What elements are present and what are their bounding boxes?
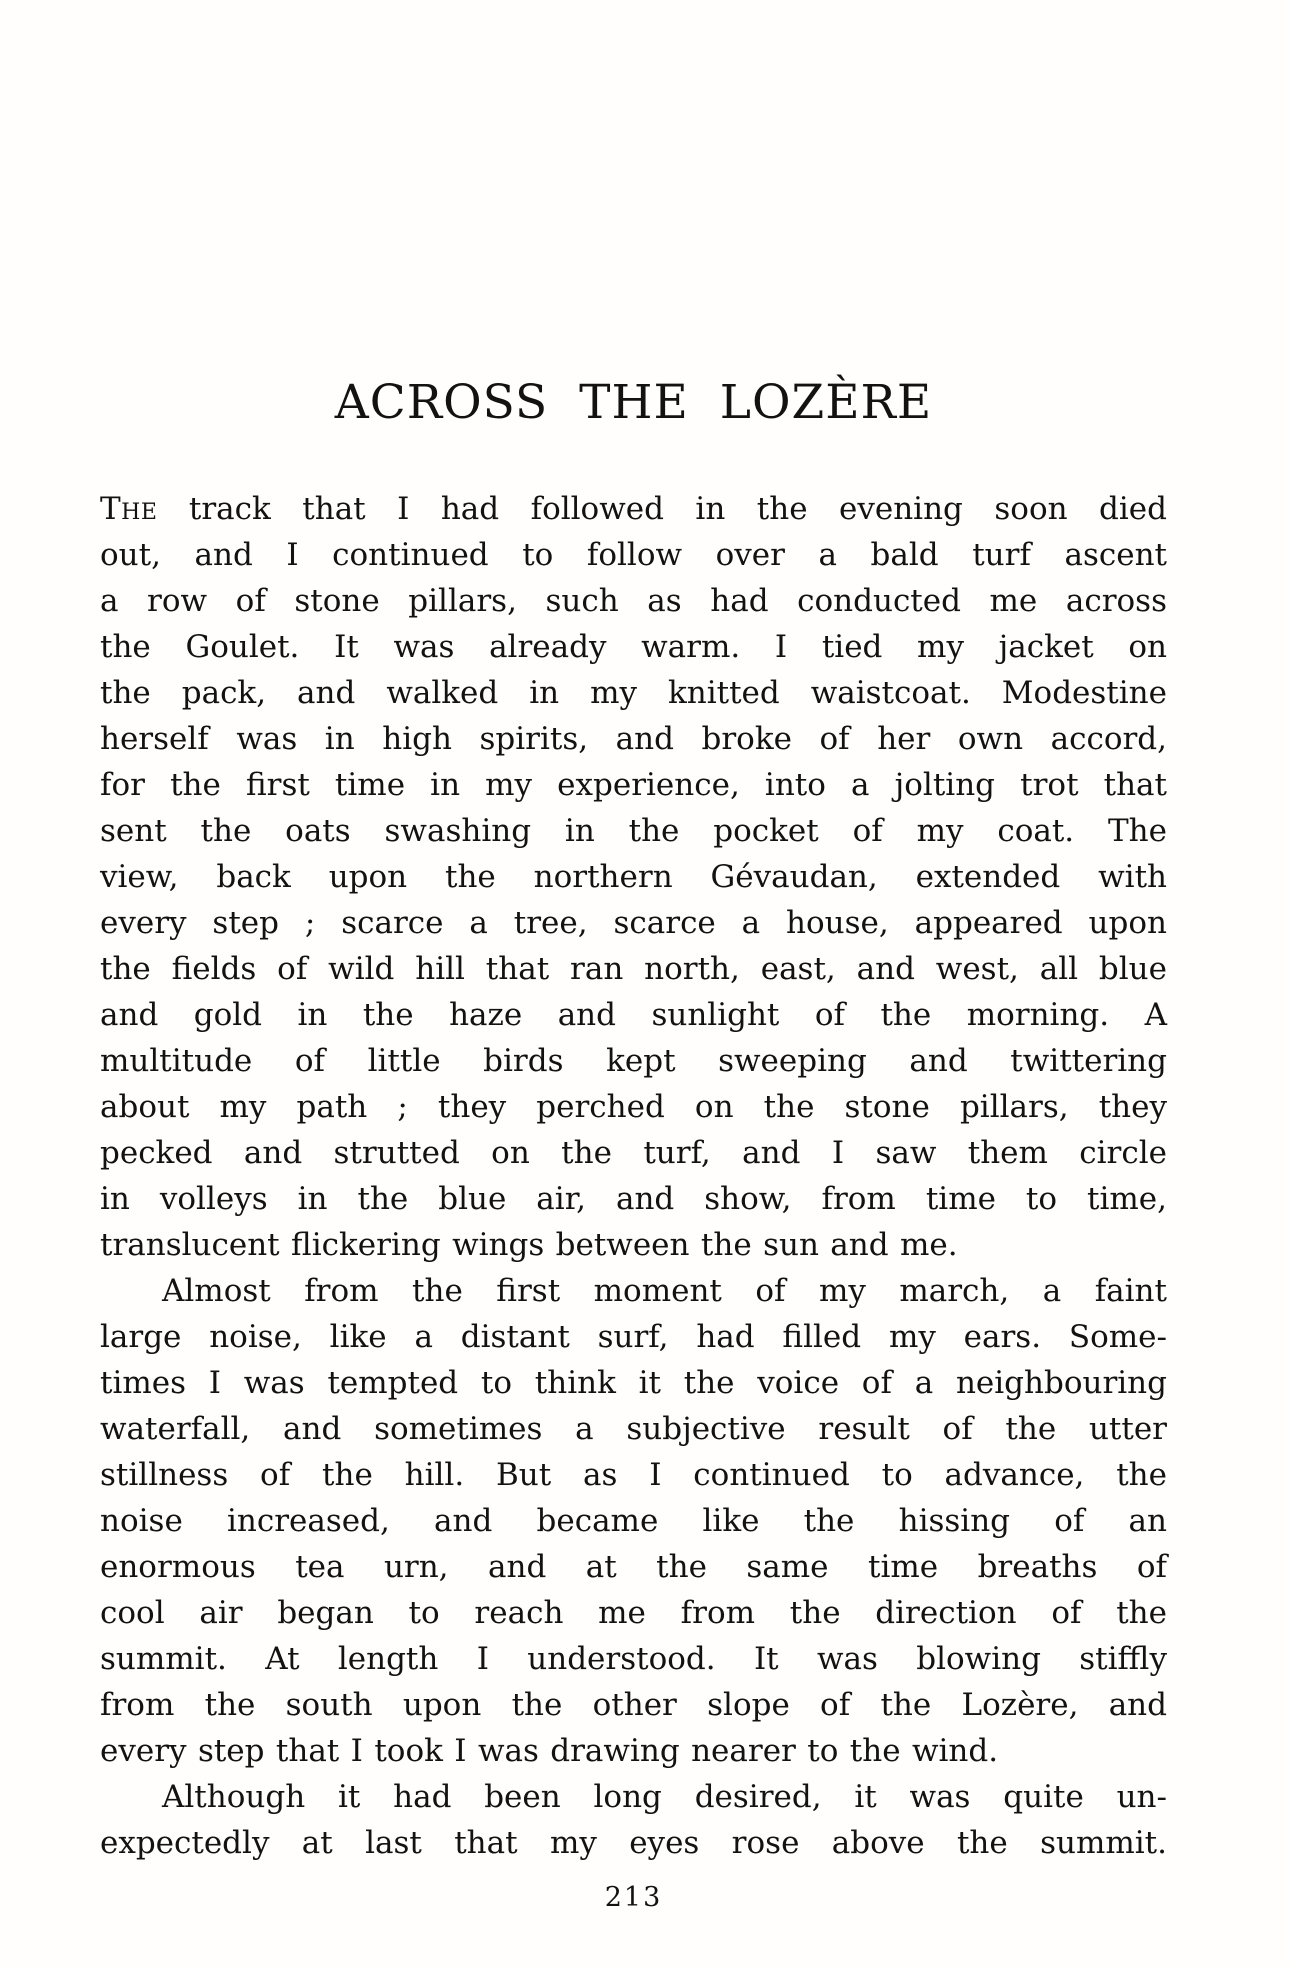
paragraph-2 bbox=[100, 1268, 1167, 1774]
text-line: multitude of little birds kept sweeping and twittering bbox=[100, 1043, 1167, 1079]
text-line: stillness of the hill. But as I continued to advance, the bbox=[100, 1457, 1167, 1493]
text-line: times I was tempted to think it the voice of a neighbouring bbox=[100, 1365, 1167, 1401]
chapter-title: ACROSS THE LOZÈRE bbox=[334, 375, 933, 430]
text-line: every step ; scarce a tree, scarce a house, appeared upon bbox=[100, 905, 1167, 941]
text-line: cool air began to reach me from the direction of the bbox=[100, 1595, 1167, 1631]
text-line: pecked and strutted on the turf, and I saw them circle bbox=[100, 1135, 1167, 1171]
text-line: Almost from the first moment of my march, a faint bbox=[162, 1273, 1167, 1309]
opening-word-smallcaps: The bbox=[100, 491, 158, 527]
paragraph-3 bbox=[100, 1774, 1167, 1866]
text-line: enormous tea urn, and at the same time breaths of bbox=[100, 1549, 1167, 1585]
text-line: sent the oats swashing in the pocket of my coat. The bbox=[100, 813, 1167, 849]
text-line: herself was in high spirits, and broke of her own accord, bbox=[100, 721, 1167, 757]
text-line: view, back upon the northern Gévaudan, extended with bbox=[100, 859, 1167, 895]
text-line: expectedly at last that my eyes rose above the summit. bbox=[100, 1825, 1167, 1861]
text-line: large noise, like a distant surf, had filled my ears. Some- bbox=[100, 1319, 1167, 1355]
text-line: summit. At length I understood. It was blowing stiffly bbox=[100, 1641, 1167, 1677]
paragraph-1 bbox=[100, 486, 1167, 1268]
text-line: for the first time in my experience, into a jolting trot that bbox=[100, 767, 1167, 803]
text-line: noise increased, and became like the hissing of an bbox=[100, 1503, 1167, 1539]
text-line: and gold in the haze and sunlight of the morning. A bbox=[100, 997, 1167, 1033]
text-line: in volleys in the blue air, and show, from time to time, bbox=[100, 1181, 1167, 1217]
text-line: every step that I took I was drawing nearer to the wind. bbox=[100, 1733, 999, 1769]
text-line: waterfall, and sometimes a subjective result of the utter bbox=[100, 1411, 1167, 1447]
text-line: out, and I continued to follow over a bald turf ascent bbox=[100, 537, 1167, 573]
text-line: a row of stone pillars, such as had conducted me across bbox=[100, 583, 1167, 619]
text-line: Although it had been long desired, it was quite un- bbox=[162, 1779, 1167, 1815]
text-line: the fields of wild hill that ran north, east, and west, all blue bbox=[100, 951, 1167, 987]
text-line bbox=[100, 486, 1167, 532]
body-text bbox=[100, 486, 1167, 1866]
text-line: translucent flickering wings between the sun and me. bbox=[100, 1227, 958, 1263]
text-line: about my path ; they perched on the stone pillars, they bbox=[100, 1089, 1167, 1125]
text-line: the Goulet. It was already warm. I tied my jacket on bbox=[100, 629, 1167, 665]
text-block bbox=[100, 372, 1167, 1913]
page-number: 213 bbox=[604, 1882, 663, 1913]
text-line-rest: track that I had followed in the evening soon died bbox=[188, 491, 1167, 527]
text-line: the pack, and walked in my knitted waistcoat. Modestine bbox=[100, 675, 1167, 711]
text-line: from the south upon the other slope of the Lozère, and bbox=[100, 1687, 1167, 1723]
